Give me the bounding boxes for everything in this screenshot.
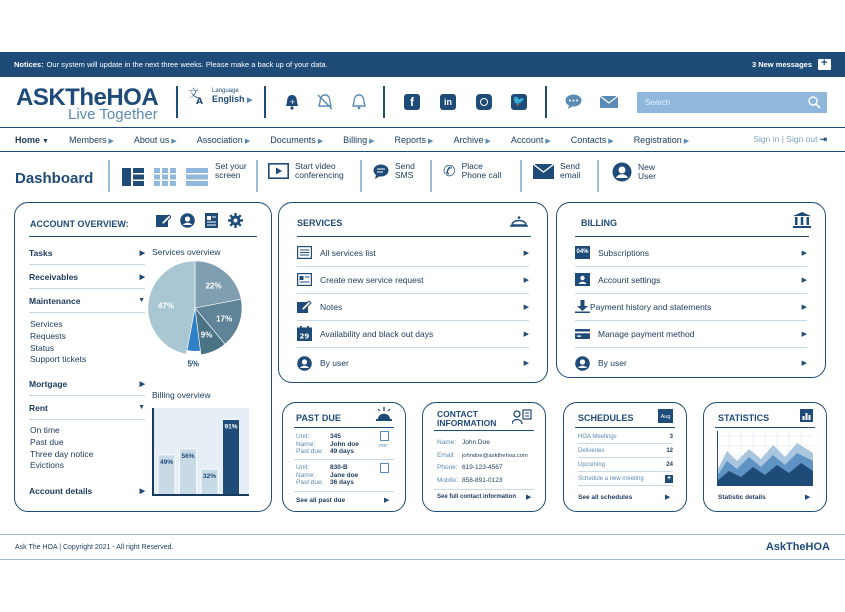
field-value: 345 <box>330 433 341 440</box>
billing-bar-chart <box>152 408 249 496</box>
bell-alert-icon[interactable] <box>283 93 301 111</box>
title-divider <box>294 427 394 428</box>
submenu-item[interactable]: Support tickets <box>30 354 87 365</box>
field-value: 36 days <box>330 479 354 487</box>
title-divider <box>434 430 534 431</box>
title-divider <box>575 427 675 428</box>
contact-title <box>437 410 496 428</box>
bank-icon <box>793 212 811 228</box>
maintenance-submenu <box>30 319 86 366</box>
credit-card-icon <box>575 327 590 340</box>
sign-label: Sign in | Sign out <box>753 134 818 144</box>
account-item-tasks[interactable]: Tasks ▶ <box>29 241 145 265</box>
svg-text:+: + <box>289 98 296 106</box>
bell-off-icon[interactable] <box>316 93 334 111</box>
schedule-new-meeting-row[interactable] <box>578 472 673 486</box>
rent-submenu <box>30 425 93 472</box>
item-label: Maintenance <box>29 295 81 306</box>
past-due-card <box>282 402 406 512</box>
statistics-card <box>703 402 827 512</box>
facebook-icon[interactable]: f <box>404 94 420 110</box>
past-due-record[interactable] <box>296 464 358 487</box>
nav-label: Account <box>510 134 544 145</box>
contact-email-link[interactable]: johndoe@askthehoa.com <box>462 452 528 459</box>
field-label: Name: <box>296 471 316 479</box>
nav-item-account[interactable]: Account ▶ <box>510 134 551 145</box>
profile-icon[interactable] <box>180 213 195 228</box>
services-item-availability[interactable]: 29 Availability and black out days ▶ <box>297 320 529 348</box>
submenu-item[interactable]: Services <box>30 319 63 329</box>
services-panel <box>278 202 548 383</box>
see-full-contact-link[interactable]: See full contact information <box>437 494 517 500</box>
item-label: Tasks <box>29 247 53 258</box>
services-pie-chart <box>147 261 247 381</box>
search-icon[interactable] <box>808 96 821 109</box>
nav-label: Archive <box>453 134 484 145</box>
page-footer <box>0 534 845 560</box>
toolbar-divider <box>360 160 362 192</box>
title-line: INFORMATION <box>437 418 497 428</box>
row-divider <box>294 491 394 492</box>
field-label: Mobile: <box>437 476 458 484</box>
title-divider <box>29 236 257 237</box>
submenu-item[interactable]: On time <box>30 425 60 435</box>
email-icon <box>533 164 554 179</box>
account-item-mortgage[interactable]: Mortgage ▶ <box>29 372 145 396</box>
header-divider <box>545 86 547 118</box>
row-value: 24 <box>666 461 673 468</box>
pdf-icon[interactable] <box>380 463 389 473</box>
submenu-item[interactable]: Status <box>30 342 55 353</box>
item-label: Account details <box>29 486 93 496</box>
field-value: John doe <box>330 440 359 448</box>
services-overview-label: Services overview <box>152 247 221 257</box>
brand-name-rest: TheHOA <box>65 84 159 111</box>
account-item-receivables[interactable]: Receivables ▶ <box>29 265 145 289</box>
bar <box>223 420 240 496</box>
row-value: 3 <box>669 433 673 440</box>
item-label: Payment history and statements <box>590 301 712 312</box>
pdf-icon[interactable] <box>380 431 389 441</box>
item-label: Notes <box>320 301 343 312</box>
title-divider <box>297 236 531 237</box>
notice-text: Our system will update in the next three weeks. Please make a back up of your data. <box>46 60 328 69</box>
main-nav <box>0 127 845 152</box>
instagram-icon[interactable] <box>476 94 492 110</box>
pie-slice-label: 47% <box>157 301 174 311</box>
nav-item-members[interactable]: Members ▶ <box>68 134 114 145</box>
billing-item-payment-method[interactable]: Manage payment method ▶ <box>575 320 807 348</box>
calendar-month-icon: Aug <box>658 409 673 423</box>
bell-ring-icon[interactable] <box>350 93 368 111</box>
field-value: Jane doe <box>330 471 359 479</box>
mail-icon[interactable] <box>600 96 618 108</box>
layout-rows-icon[interactable] <box>186 168 208 186</box>
arrow-right-icon[interactable]: ▶ <box>665 494 671 501</box>
past-due-title: PAST DUE <box>296 413 341 423</box>
nav-label: About us <box>133 134 170 145</box>
item-label: Account settings <box>598 274 661 285</box>
field-value: 49 days <box>330 448 354 456</box>
twitter-icon[interactable]: 🐦 <box>511 94 527 110</box>
download-icon <box>575 300 590 313</box>
edit-icon[interactable] <box>156 213 171 228</box>
submenu-item[interactable]: Evictions <box>30 460 65 471</box>
nav-label: Home <box>15 134 41 145</box>
chat-icon[interactable] <box>565 94 582 109</box>
list-icon <box>297 246 312 259</box>
alarm-bell-icon <box>376 407 392 422</box>
nav-label: Association <box>196 134 243 145</box>
arrow-right-icon[interactable]: ▶ <box>805 494 811 501</box>
billing-overview-label: Billing overview <box>152 390 211 400</box>
row-label: Upcoming <box>578 461 606 468</box>
linkedin-icon[interactable]: in <box>440 94 456 110</box>
phone-label: Place Phone call <box>461 161 502 180</box>
new-user-button[interactable] <box>612 162 664 182</box>
notice-bar <box>0 52 845 77</box>
submenu-item[interactable]: Requests <box>30 330 66 341</box>
title-line: CONTACT <box>437 409 478 419</box>
add-icon[interactable]: + <box>666 474 672 482</box>
language-selector[interactable]: 文 A Language English ▶ <box>188 87 253 105</box>
item-label: By user <box>598 358 627 368</box>
document-icon[interactable] <box>204 213 219 228</box>
contact-mobile-link[interactable]: 858-891-0123 <box>462 476 503 484</box>
request-form-icon <box>297 273 312 286</box>
row-divider <box>434 489 534 490</box>
sms-icon <box>373 164 389 179</box>
account-item-maintenance[interactable]: Maintenance ▼ <box>29 289 145 313</box>
field-label: Unit: <box>296 464 310 471</box>
bar-label: 32% <box>202 473 217 481</box>
schedules-list <box>578 430 673 486</box>
bar-chart-icon <box>800 409 813 422</box>
item-label: Create new service request <box>320 274 424 285</box>
billing-item-by-user[interactable]: By user ▶ <box>575 349 807 377</box>
contact-details <box>437 437 528 487</box>
nav-label: Reports <box>394 134 427 145</box>
notice-label: Notices: <box>14 60 44 69</box>
language-value: English <box>212 94 245 104</box>
field-label: Phone: <box>437 464 458 471</box>
account-overview-title: ACCOUNT OVERVIEW: <box>30 219 129 229</box>
submenu-item[interactable]: Past due <box>30 436 64 447</box>
item-label: All services list <box>320 247 376 258</box>
services-item-by-user[interactable]: By user ▶ <box>297 349 529 377</box>
nav-item-about[interactable]: About us ▶ <box>133 134 177 145</box>
user-icon <box>612 162 632 182</box>
item-label: Subscriptions <box>598 247 650 258</box>
toolbar-divider <box>430 160 432 192</box>
schedule-row[interactable] <box>578 444 673 458</box>
video-icon <box>268 163 289 179</box>
schedule-row[interactable] <box>578 430 673 444</box>
sign-in-out-link[interactable] <box>753 134 827 145</box>
send-email-button[interactable] <box>533 162 588 180</box>
services-title: SERVICES <box>297 218 343 228</box>
schedules-title: SCHEDULES <box>578 413 634 423</box>
statistics-area-chart <box>717 431 813 486</box>
billing-title: BILLING <box>581 218 617 228</box>
item-label: Receivables <box>29 271 79 282</box>
messages-count: 3 New messages <box>751 60 812 69</box>
pie-slice-label: 9% <box>200 330 213 340</box>
account-overview-panel <box>14 202 272 512</box>
billing-panel <box>556 202 826 378</box>
bar-label: 49% <box>159 458 174 466</box>
statistics-title: STATISTICS <box>718 413 770 423</box>
layout-split-icon[interactable] <box>122 168 144 186</box>
account-item-details[interactable]: Account details ▶ <box>29 486 145 496</box>
see-all-past-due-link[interactable]: See all past due <box>296 497 346 504</box>
item-label: Availability and black out days <box>320 328 434 339</box>
footer-brand[interactable]: AskTheHOA <box>765 541 830 553</box>
nav-label: Billing <box>343 134 368 145</box>
send-sms-button[interactable] <box>373 162 419 180</box>
header-divider <box>383 86 385 118</box>
row-label: HOA Meetings <box>578 433 617 440</box>
header-divider <box>264 86 266 118</box>
field-label: Past due: <box>296 479 324 487</box>
toolbar-divider <box>256 160 258 192</box>
pdf-label: PDF <box>379 443 388 448</box>
arrow-right-icon[interactable]: ▶ <box>384 497 390 504</box>
services-item-notes[interactable]: Notes ▶ <box>297 293 529 321</box>
header-divider <box>176 86 178 118</box>
calendar-date: 29 <box>299 332 310 341</box>
arrow-right-icon[interactable]: ▶ <box>526 494 532 501</box>
submenu-item[interactable]: Three day notice <box>30 448 94 459</box>
nav-item-registration[interactable]: Registration ▶ <box>633 134 690 145</box>
billing-item-subscriptions[interactable]: 04% Subscriptions ▶ <box>575 239 807 267</box>
new-message-icon <box>818 59 831 70</box>
row-value: 12 <box>666 447 673 454</box>
svg-text:A: A <box>196 97 203 105</box>
place-call-button[interactable] <box>443 162 508 180</box>
user-icon <box>575 356 590 371</box>
nav-item-association[interactable]: Association ▶ <box>196 134 251 145</box>
bar-label: 91% <box>224 423 238 431</box>
schedules-card <box>563 402 687 512</box>
brand-tagline: Live Together <box>68 106 158 123</box>
email-label: Send email <box>560 161 581 180</box>
contact-name: John Doe <box>462 439 490 446</box>
language-label: Language <box>212 88 239 94</box>
field-label: Email: <box>437 451 456 459</box>
field-label: Name: <box>296 440 316 448</box>
contact-phone-link[interactable]: 619-123-4567 <box>462 464 503 471</box>
account-card-icon <box>575 273 590 286</box>
nav-item-reports[interactable]: Reports ▶ <box>394 134 434 145</box>
pie-slice-label: 17% <box>216 314 233 324</box>
statistic-details-link[interactable]: Statistic details <box>718 494 766 501</box>
services-item-all[interactable]: All services list ▶ <box>297 239 529 267</box>
nav-label: Registration <box>633 134 682 145</box>
search-input[interactable] <box>637 92 827 113</box>
new-user-label: New User <box>638 162 656 181</box>
layout-grid-icon[interactable] <box>154 168 176 186</box>
item-label: Rent <box>29 402 48 413</box>
copyright-text: Ask The HOA | Copyright 2021 - All right Reserved. <box>15 543 174 551</box>
account-item-rent[interactable]: Rent ▼ <box>29 396 145 420</box>
item-label: By user <box>320 358 349 368</box>
nav-item-home[interactable]: Home ▼ <box>15 134 49 145</box>
logout-icon: ⇥ <box>819 134 827 144</box>
billing-item-payment-history[interactable]: Payment history and statements ▶ <box>575 293 807 321</box>
field-label: Name: <box>437 439 457 446</box>
pie-slice-label: 22% <box>205 281 222 291</box>
past-due-record[interactable] <box>296 433 359 456</box>
bar-label: 56% <box>181 452 195 460</box>
nav-item-billing[interactable]: Billing ▶ <box>343 134 375 145</box>
subscription-badge-icon: 04% <box>575 246 590 259</box>
service-bell-icon <box>510 213 528 228</box>
item-label: Mortgage <box>29 378 68 389</box>
brand-name-bold: ASK <box>16 84 66 111</box>
field-label: Past due: <box>296 448 324 456</box>
notes-edit-icon <box>297 300 312 313</box>
nav-label: Contacts <box>570 134 607 145</box>
toolbar-divider <box>597 160 599 192</box>
contact-card <box>422 402 546 512</box>
user-icon <box>297 356 312 371</box>
row-label: Deliveries <box>578 447 605 454</box>
phone-icon: ✆ <box>443 162 456 180</box>
translate-icon <box>188 87 206 105</box>
video-label: Start video conferencing <box>295 161 344 180</box>
set-screen-label: Set your screen <box>215 161 247 180</box>
field-label: Unit: <box>296 433 310 440</box>
title-divider <box>575 236 809 237</box>
nav-label: Members <box>68 134 107 145</box>
item-label: Manage payment method <box>598 328 695 339</box>
schedule-row[interactable] <box>578 458 673 472</box>
row-divider <box>294 459 394 460</box>
page-title: Dashboard <box>15 170 94 187</box>
row-label: Schedule a new meeting <box>578 475 644 482</box>
nav-label: Documents <box>270 134 316 145</box>
nav-item-documents[interactable]: Documents ▶ <box>270 134 324 145</box>
settings-gear-icon[interactable] <box>228 213 243 228</box>
contact-card-icon <box>512 409 532 425</box>
set-screen-button[interactable] <box>215 162 255 180</box>
services-item-create[interactable]: Create new service request ▶ <box>297 266 529 294</box>
brand-logo[interactable] <box>16 84 158 123</box>
calendar-icon <box>297 326 312 341</box>
toolbar-divider <box>108 160 110 192</box>
svg-text:文: 文 <box>188 87 199 100</box>
sms-label: Send SMS <box>395 161 415 180</box>
toolbar-divider <box>520 160 522 192</box>
nav-item-archive[interactable]: Archive ▶ <box>453 134 491 145</box>
see-all-schedules-link[interactable]: See all schedules <box>578 494 633 501</box>
title-divider <box>715 427 815 428</box>
field-value: 830-B <box>330 464 348 471</box>
nav-item-contacts[interactable]: Contacts ▶ <box>570 134 614 145</box>
search-placeholder: Search <box>645 98 671 107</box>
pie-slice-label: 5% <box>187 359 200 369</box>
billing-item-account-settings[interactable]: Account settings ▶ <box>575 266 807 294</box>
messages-button[interactable] <box>752 59 831 70</box>
video-conference-button[interactable] <box>268 162 351 180</box>
